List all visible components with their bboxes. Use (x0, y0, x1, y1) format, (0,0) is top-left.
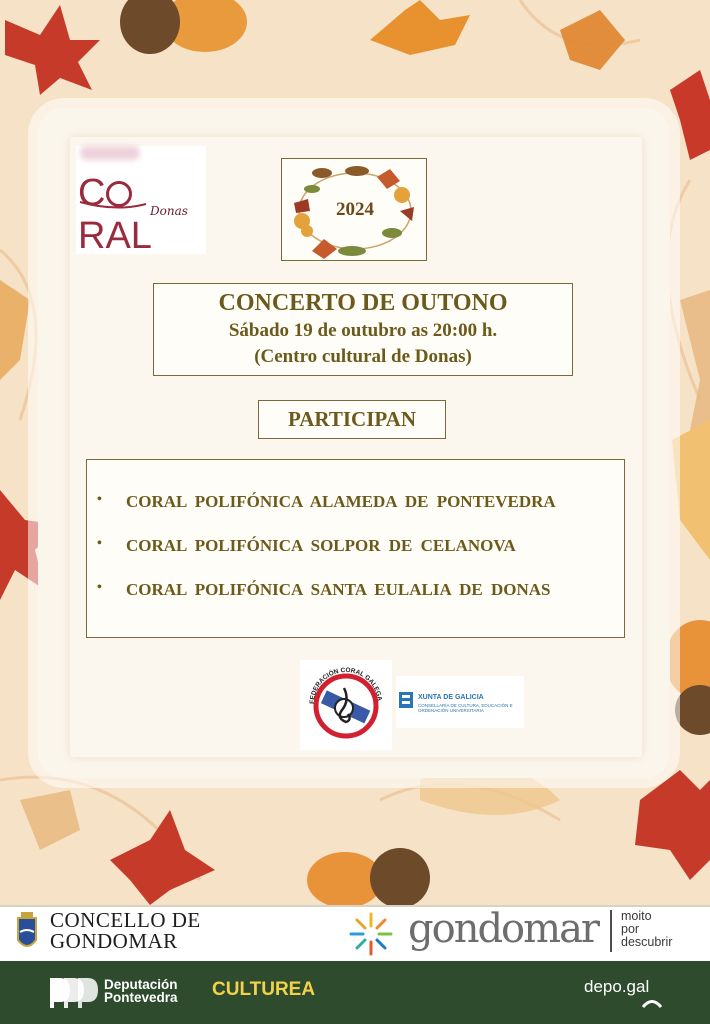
gondomar-wordmark: gondomar (408, 906, 599, 952)
event-date: Sábado 19 de outubro as 20:00 h. (228, 320, 498, 341)
deputacion-logo-icon (48, 976, 100, 1010)
event-venue: (Centro cultural de Donas) (254, 346, 472, 367)
coral-donas-logo: CRAL Donas (76, 146, 206, 254)
event-title-box (153, 283, 573, 376)
depo-gal-logo: depo.gal (584, 977, 650, 996)
depo-smile-icon (640, 996, 664, 1010)
treble-clef-icon (300, 660, 392, 750)
participants-list (86, 459, 625, 638)
gondomar-star-icon (348, 911, 394, 957)
event-title: CONCERTO DE OUTONO (218, 290, 508, 316)
coat-of-arms-icon (12, 910, 42, 954)
year-text: 2024 (336, 199, 374, 220)
xunta-de-galicia-logo: XUNTA DE GALICIA CONSELLARÍA DE CULTURA, EDUCACIÓN E ORDENACIÓN UNIVERSITARIA (396, 676, 524, 728)
bullet: • (97, 580, 102, 595)
participants-heading: PARTICIPAN (258, 400, 446, 439)
concello-gondomar-logo: CONCELLO DE GONDOMAR (50, 908, 201, 953)
acorn-top (120, 0, 247, 54)
list-item: • CORAL POLIFÓNICA SANTA EULALIA DE DONAS (97, 580, 551, 599)
list-item: • CORAL POLIFÓNICA SOLPOR DE CELANOVA (97, 536, 516, 555)
culturea-logo: CULTUREA (212, 979, 316, 1000)
federacion-coral-galega-logo (300, 660, 392, 750)
xunta-emblem-icon (399, 692, 417, 712)
deputacion-pontevedra-logo: Deputación Pontevedra (104, 977, 178, 1005)
year-badge (281, 158, 427, 261)
bullet: • (97, 536, 102, 551)
list-item: • CORAL POLIFÓNICA ALAMEDA DE PONTEVEDRA (97, 492, 556, 511)
tagline: moito por descubrir (610, 910, 672, 952)
bullet: • (97, 492, 102, 507)
svg-text:FEDERACIÓN CORAL GALEGA: FEDERACIÓN CORAL GALEGA (308, 666, 383, 705)
